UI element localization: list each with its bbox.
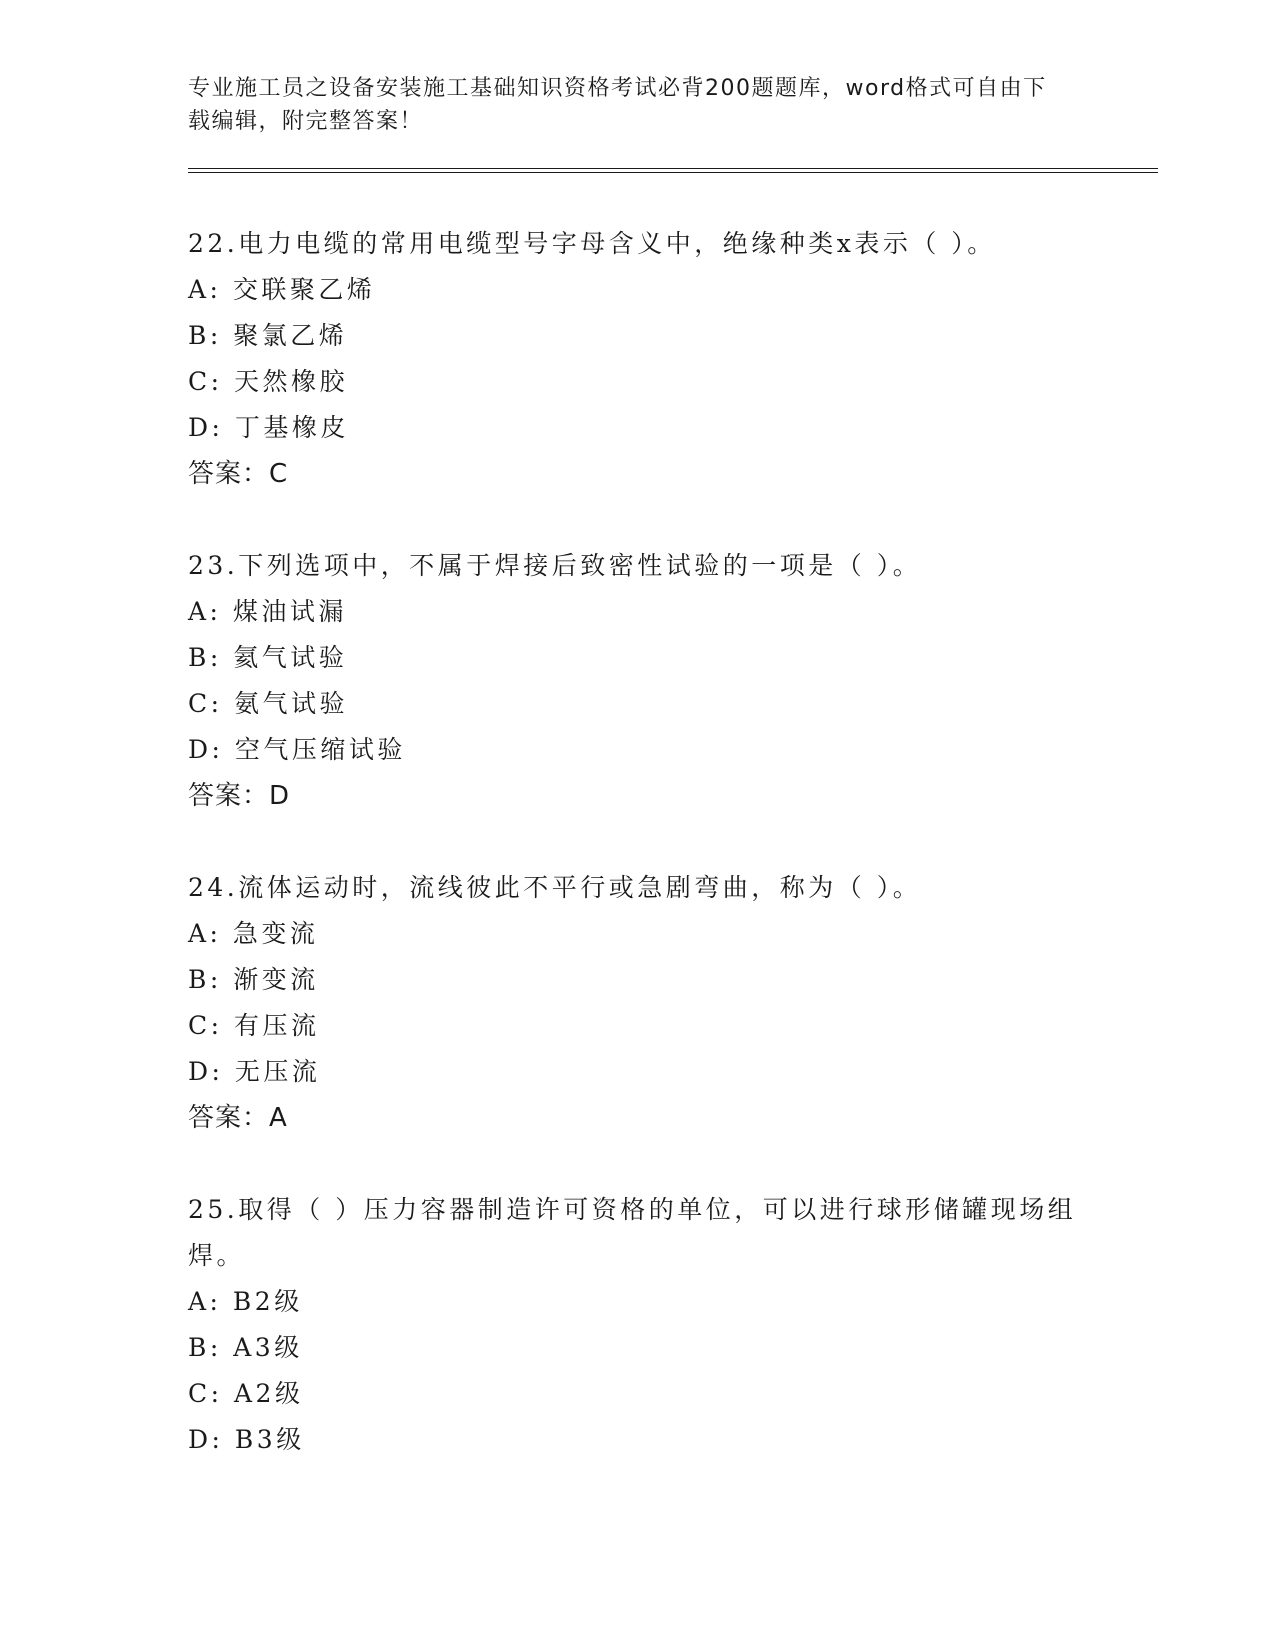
option-d: D: 无压流 xyxy=(188,1057,321,1086)
question-text: 24.流体运动时，流线彼此不平行或急剧弯曲，称为（ ）。 xyxy=(188,873,922,902)
option-d: D: 空气压缩试验 xyxy=(188,735,406,764)
option-a: A: B2级 xyxy=(188,1287,303,1316)
option-d: D: B3级 xyxy=(188,1425,305,1454)
option-b: B: A3级 xyxy=(188,1333,303,1362)
option-c: C: A2级 xyxy=(188,1379,304,1408)
answer-line: 答案：D xyxy=(188,781,291,811)
answer-line: 答案：C xyxy=(188,459,289,489)
option-b: B: 氦气试验 xyxy=(188,643,348,672)
document-header: 专业施工员之设备安装施工基础知识资格考试必背200题题库，word格式可自由下载编辑，附完整答案！ xyxy=(188,76,1047,134)
question-22 xyxy=(188,221,1158,497)
option-b: B: 渐变流 xyxy=(188,965,319,994)
question-text: 22.电力电缆的常用电缆型号字母含义中，绝缘种类x表示（ ）。 xyxy=(188,229,996,258)
option-a: A: 煤油试漏 xyxy=(188,597,347,626)
option-c: C: 氨气试验 xyxy=(188,689,348,718)
header-double-rule xyxy=(188,168,1158,173)
question-list xyxy=(188,221,1158,1463)
option-c: C: 天然橡胶 xyxy=(188,367,348,396)
document-page xyxy=(188,72,1158,1509)
option-a: A: 急变流 xyxy=(188,919,319,948)
answer-line: 答案：A xyxy=(188,1103,288,1133)
question-text: 25.取得（ ）压力容器制造许可资格的单位，可以进行球形储罐现场组焊。 xyxy=(188,1195,1077,1270)
option-b: B: 聚氯乙烯 xyxy=(188,321,348,350)
option-d: D: 丁基橡皮 xyxy=(188,413,349,442)
question-24 xyxy=(188,865,1158,1141)
question-23 xyxy=(188,543,1158,819)
option-c: C: 有压流 xyxy=(188,1011,320,1040)
option-a: A: 交联聚乙烯 xyxy=(188,275,376,304)
question-text: 23.下列选项中，不属于焊接后致密性试验的一项是（ ）。 xyxy=(188,551,922,580)
question-25 xyxy=(188,1187,1158,1463)
